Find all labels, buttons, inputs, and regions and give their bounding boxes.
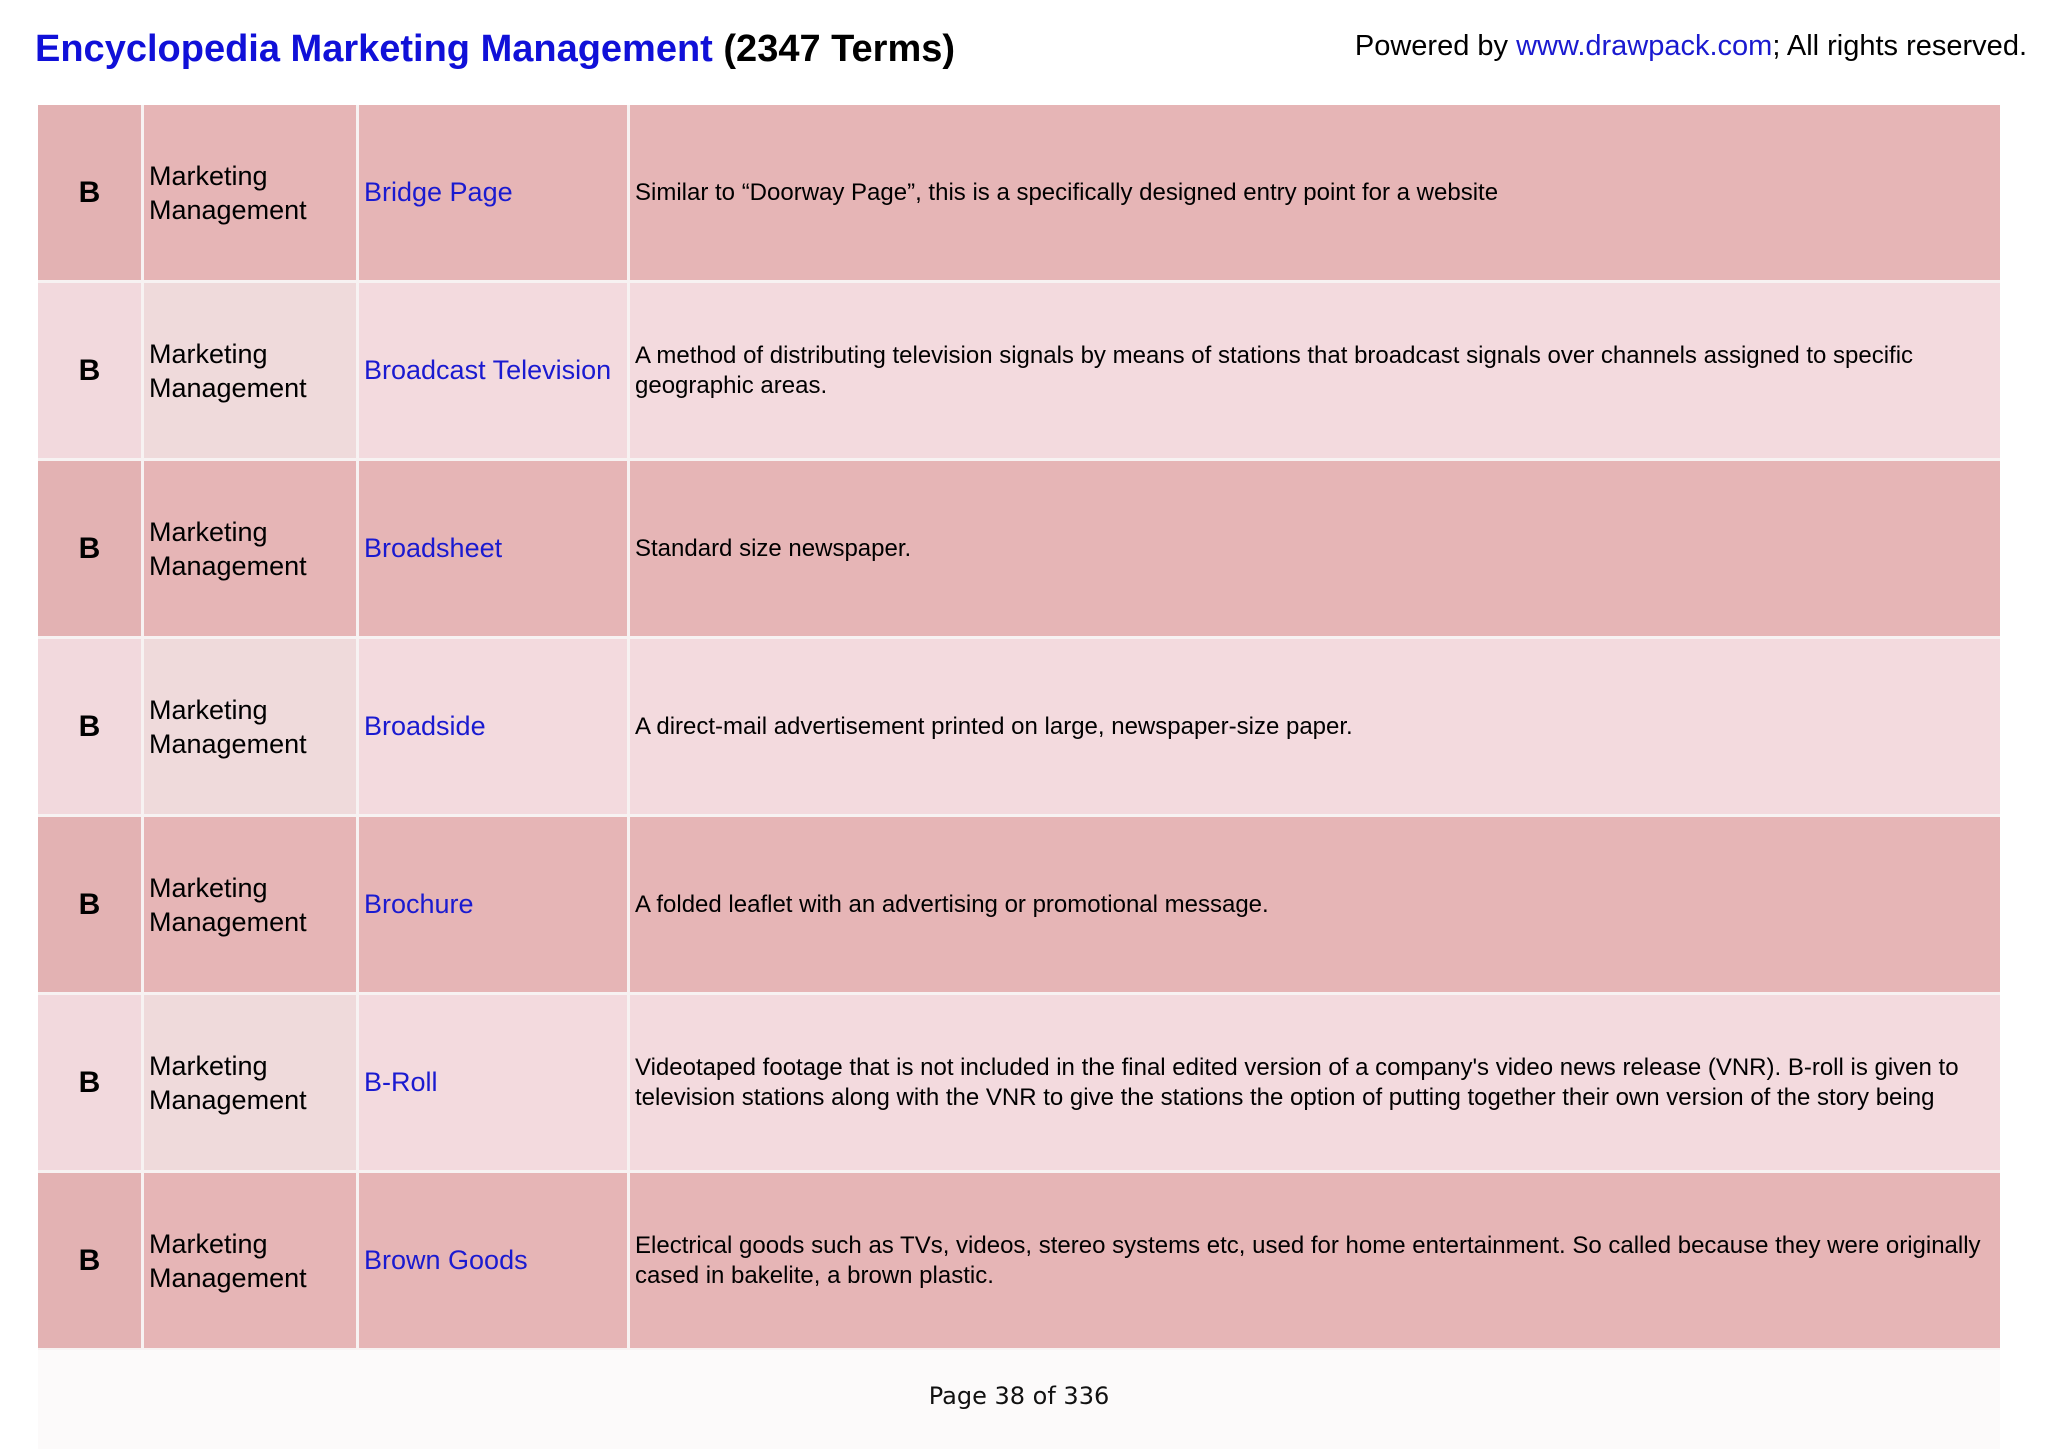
category-cell: Marketing Management — [144, 283, 359, 458]
term-link[interactable]: Broadsheet — [359, 461, 630, 636]
letter-cell: B — [38, 817, 144, 992]
powered-by — [1355, 30, 2027, 63]
letter-cell: B — [38, 105, 144, 280]
definition-cell: Similar to “Doorway Page”, this is a specifically designed entry point for a website — [635, 178, 1499, 206]
page-header — [35, 28, 2027, 78]
page-number: Page 38 of 336 — [928, 1382, 1110, 1410]
definition-cell: Videotaped footage that is not included in the final edited version of a company's video news release (VNR). B-roll is given to television stations along with the VNR to give the stations the option of putting together their own version of the story being — [635, 1053, 1959, 1111]
category-cell: Marketing Management — [144, 1173, 359, 1348]
table-row — [38, 817, 2000, 995]
table-row — [38, 639, 2000, 817]
letter-cell: B — [38, 995, 144, 1170]
term-link[interactable]: Broadcast Television — [359, 283, 630, 458]
page-footer — [38, 1350, 2000, 1449]
definition-cell: Electrical goods such as TVs, videos, stereo systems etc, used for home entertainment. So called because they were originally cased in bakelite, a brown plastic. — [635, 1231, 1981, 1289]
table-row — [38, 105, 2000, 283]
category-cell: Marketing Management — [144, 105, 359, 280]
table-row — [38, 283, 2000, 461]
letter-cell: B — [38, 639, 144, 814]
definition-cell: A folded leaflet with an advertising or promotional message. — [635, 890, 1269, 918]
letter-cell: B — [38, 283, 144, 458]
page-title — [35, 28, 955, 71]
definition-cell: A method of distributing television signals by means of stations that broadcast signals over channels assigned to specific geographic areas. — [635, 341, 1914, 399]
term-link[interactable]: Brown Goods — [359, 1173, 630, 1348]
table-row — [38, 995, 2000, 1173]
title-main: Encyclopedia Marketing Management — [35, 28, 713, 70]
term-link[interactable]: Brochure — [359, 817, 630, 992]
powered-suffix: ; All rights reserved. — [1772, 30, 2027, 62]
title-term-count: (2347 Terms) — [723, 28, 956, 70]
term-link[interactable]: Bridge Page — [359, 105, 630, 280]
category-cell: Marketing Management — [144, 461, 359, 636]
terms-table — [38, 105, 2000, 1351]
definition-cell: A direct-mail advertisement printed on large, newspaper-size paper. — [635, 712, 1353, 740]
category-cell: Marketing Management — [144, 817, 359, 992]
table-row — [38, 461, 2000, 639]
term-link[interactable]: Broadside — [359, 639, 630, 814]
drawpack-link[interactable]: www.drawpack.com — [1516, 30, 1773, 62]
letter-cell: B — [38, 461, 144, 636]
table-row — [38, 1173, 2000, 1351]
letter-cell: B — [38, 1173, 144, 1348]
category-cell: Marketing Management — [144, 639, 359, 814]
category-cell: Marketing Management — [144, 995, 359, 1170]
definition-cell: Standard size newspaper. — [635, 534, 912, 562]
powered-prefix: Powered by — [1354, 30, 1517, 62]
term-link[interactable]: B-Roll — [359, 995, 630, 1170]
